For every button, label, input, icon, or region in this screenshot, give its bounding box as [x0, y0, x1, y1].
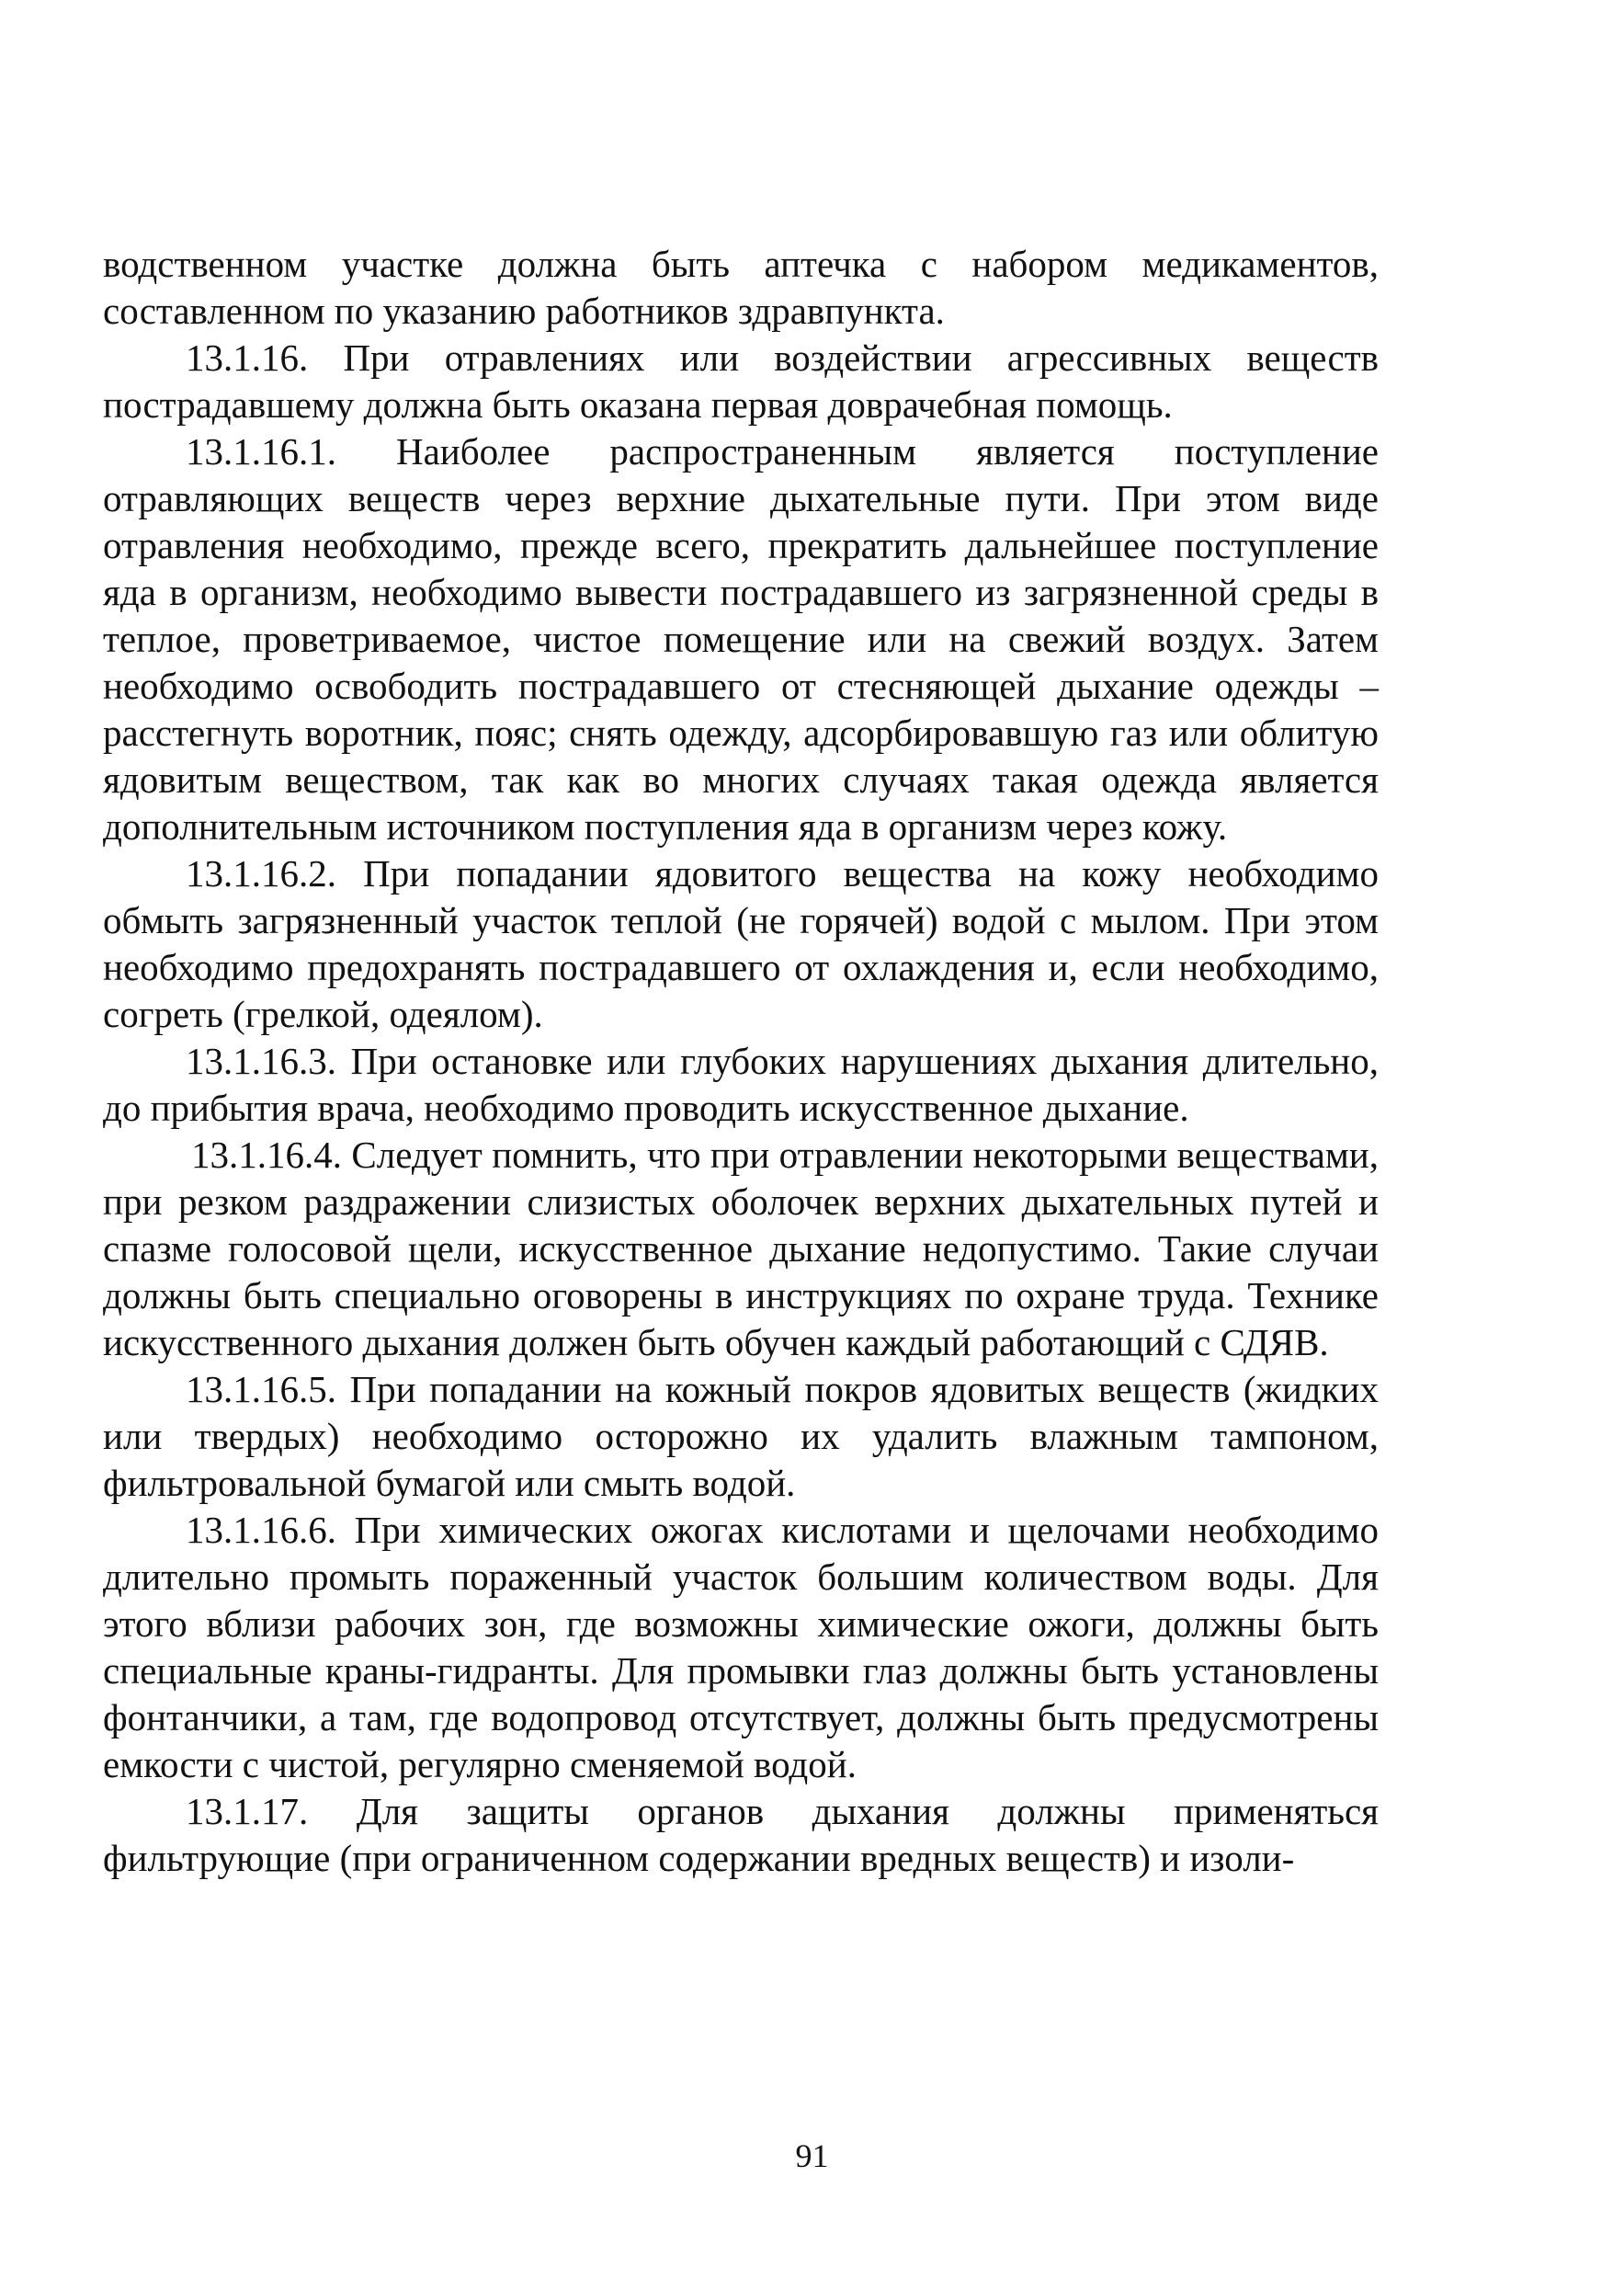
paragraph-13-1-17: 13.1.17. Для защиты органов дыхания должны применяться фильтрующие (при ограниченном содержании вредных веществ) и изоли-: [103, 1790, 1379, 1879]
paragraph-13-1-16-4: 13.1.16.4. Следует помнить, что при отравлении некоторыми веществами, при резком раздражении слизистых оболочек верхних дыхательных путей и спазме голосовой щели, искусственное дыхание недопустимо. Такие случаи должны быть специально оговорены в инструкциях по охране труда. Технике искусственного дыхания должен быть обучен каждый работающий с СДЯВ.: [103, 1134, 1379, 1363]
paragraph-13-1-16-1: 13.1.16.1. Наиболее распространенным является поступление отравляющих веществ через верхние дыхательные пути. При этом виде отравления необходимо, прежде всего, прекратить дальнейшее поступление яда в организм, необходимо вывести пострадавшего из загрязненной среды в теплое, проветриваемое, чистое помещение или на свежий воздух. Затем необходимо освободить пострадавшего от стесняющей дыхание одежды – расстегнуть воротник, пояс; снять одежду, адсорбировавшую газ или облитую ядовитым веществом, так как во многих случаях такая одежда является дополнительным источником поступления яда в организм через кожу.: [103, 430, 1379, 848]
paragraph-13-1-16-6: 13.1.16.6. При химических ожогах кислотами и щелочами необходимо длительно промыть пораженный участок большим количеством воды. Для этого вблизи рабочих зон, где возможны химические ожоги, должны быть специальные краны-гидранты. Для промывки глаз должны быть установлены фонтанчики, а там, где водопровод отсутствует, должны быть предусмотрены емкости с чистой, регулярно сменяемой водой.: [103, 1509, 1379, 1785]
paragraph-13-1-16-5: 13.1.16.5. При попадании на кожный покров ядовитых веществ (жидких или твердых) необходимо осторожно их удалить влажным тампоном, фильтровальной бумагой или смыть водой.: [103, 1368, 1379, 1504]
paragraph-continuation: водственном участке должна быть аптечка с набором медикаментов, составленном по указанию работников здравпункта.: [103, 243, 1379, 332]
document-body: [103, 241, 1379, 1882]
paragraph-13-1-16: 13.1.16. При отравлениях или воздействии агрессивных веществ пострадавшему должна быть оказана первая доврачебная помощь.: [103, 336, 1379, 426]
paragraph-13-1-16-2: 13.1.16.2. При попадании ядовитого вещества на кожу необходимо обмыть загрязненный участок теплой (не горячей) водой с мылом. При этом необходимо предохранять пострадавшего от охлаждения и, если необходимо, согреть (грелкой, одеялом).: [103, 852, 1379, 1035]
page-number: 91: [795, 2137, 829, 2174]
paragraph-13-1-16-3: 13.1.16.3. При остановке или глубоких нарушениях дыхания длительно, до прибытия врача, необходимо проводить искусственное дыхание.: [103, 1040, 1379, 1129]
